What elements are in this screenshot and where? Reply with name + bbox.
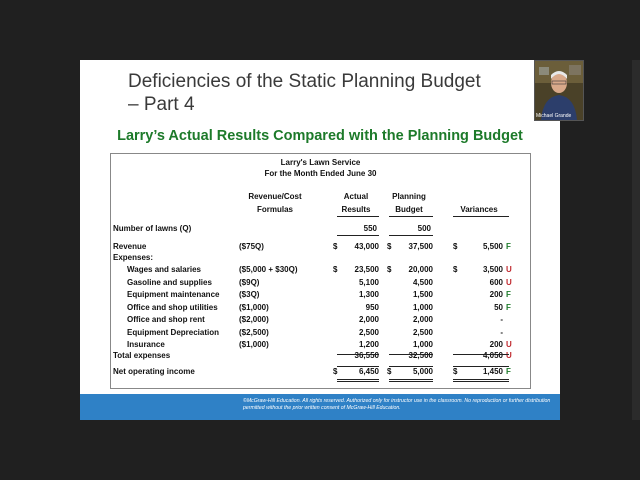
row-planning: 2,000	[412, 315, 433, 324]
row-formula: ($75Q)	[239, 242, 264, 251]
row-actual: 43,000	[354, 242, 379, 251]
row-formula: ($1,000)	[239, 340, 269, 349]
row-planning: 2,500	[412, 328, 433, 337]
noi-double-rule-actual	[337, 379, 379, 382]
total-rule-variances	[453, 354, 509, 355]
row-actual: 5,100	[358, 278, 379, 287]
row-variance: 5,500	[482, 242, 503, 251]
row-variance-flag: U	[506, 351, 512, 360]
lawns-label: Number of lawns (Q)	[113, 224, 192, 233]
row-actual-sign: $	[333, 242, 338, 251]
header-formula-2: Formulas	[256, 205, 293, 214]
row-planning-sign: $	[387, 265, 392, 274]
row-actual: 2,000	[358, 315, 379, 324]
row-variance-flag: F	[506, 242, 511, 251]
row-actual: 36,550	[354, 351, 379, 360]
slide-title	[128, 70, 528, 116]
row-formula: ($3Q)	[239, 290, 260, 299]
presentation-slide	[80, 60, 560, 420]
row-formula: ($9Q)	[239, 278, 260, 287]
header-variances: Variances	[460, 205, 498, 214]
row-actual-sign: $	[333, 265, 338, 274]
row-label: Net operating income	[113, 367, 195, 376]
lawns-planning: 500	[417, 224, 431, 233]
lawns-actual: 550	[363, 224, 377, 233]
header-planning-2: Budget	[395, 205, 423, 214]
header-rule-variances	[453, 216, 509, 217]
row-variance-sign: $	[453, 367, 458, 376]
budget-table	[110, 153, 531, 389]
header-formula-1: Revenue/Cost	[248, 192, 302, 201]
row-actual: 950	[365, 303, 379, 312]
row-planning: 32,500	[408, 351, 433, 360]
row-planning-sign: $	[387, 242, 392, 251]
participant-photo	[535, 61, 583, 120]
row-label: Insurance	[127, 340, 165, 349]
row-planning: 4,500	[412, 278, 433, 287]
noi-rule-planning	[389, 366, 433, 367]
header-actual-2: Results	[341, 205, 371, 214]
row-planning: 20,000	[408, 265, 433, 274]
company-name: Larry's Lawn Service	[280, 158, 361, 167]
row-variance-flag: U	[506, 278, 512, 287]
slide-subtitle: Larry’s Actual Results Compared with the Planning Budget	[117, 128, 523, 144]
slide-title-line-1: Deficiencies of the Static Planning Budget	[128, 71, 481, 92]
row-planning: 1,500	[412, 290, 433, 299]
row-label: Gasoline and supplies	[127, 278, 212, 287]
slide-footer	[80, 394, 560, 420]
row-planning: 5,000	[412, 367, 433, 376]
copyright-text: ©McGraw-Hill Education. All rights reserved. Authorized only for instructor use in the classroom. No reproduction or further distribution permitted without the prior written consent of McGraw-Hill Education.	[243, 398, 551, 411]
row-variance-sign: $	[453, 242, 458, 251]
row-planning: 1,000	[412, 303, 433, 312]
row-actual: 6,450	[358, 367, 379, 376]
header-planning-1: Planning	[392, 192, 426, 201]
row-label: Expenses:	[113, 253, 154, 262]
row-label: Equipment maintenance	[127, 290, 220, 299]
row-formula: ($1,000)	[239, 303, 269, 312]
row-formula: ($2,000)	[239, 315, 269, 324]
row-variance: 200	[489, 290, 503, 299]
lawns-rule-planning	[389, 235, 433, 236]
row-variance-flag: U	[506, 265, 512, 274]
row-variance-flag: F	[506, 367, 511, 376]
row-variance-sign: $	[453, 265, 458, 274]
row-formula: ($2,500)	[239, 328, 269, 337]
row-actual: 23,500	[354, 265, 379, 274]
row-actual: 1,300	[358, 290, 379, 299]
row-formula: ($5,000 + $30Q)	[239, 265, 298, 274]
row-variance: 3,500	[482, 265, 503, 274]
row-label: Office and shop utilities	[127, 303, 218, 312]
row-planning: 1,000	[412, 340, 433, 349]
slide-title-line-2: – Part 4	[128, 94, 195, 115]
row-planning: 37,500	[408, 242, 433, 251]
row-actual: 1,200	[358, 340, 379, 349]
participant-video[interactable]	[534, 60, 584, 121]
row-variance: 200	[489, 340, 503, 349]
row-variance: 4,050	[482, 351, 503, 360]
row-label: Total expenses	[113, 351, 171, 360]
header-actual-1: Actual	[343, 192, 369, 201]
row-variance: 1,450	[482, 367, 503, 376]
row-variance: -	[500, 328, 503, 337]
row-label: Office and shop rent	[127, 315, 205, 324]
row-actual: 2,500	[358, 328, 379, 337]
noi-rule-variances	[453, 366, 509, 367]
noi-double-rule-planning	[389, 379, 433, 382]
row-actual-sign: $	[333, 367, 338, 376]
lawns-rule-actual	[337, 235, 379, 236]
row-variance-flag: U	[506, 340, 512, 349]
row-planning-sign: $	[387, 367, 392, 376]
noi-rule-actual	[337, 366, 379, 367]
participant-name: Michael Grande	[536, 113, 572, 119]
row-variance: -	[500, 315, 503, 324]
total-rule-actual	[337, 354, 379, 355]
side-panel-edge	[632, 60, 640, 420]
row-label: Equipment Depreciation	[127, 328, 220, 337]
row-variance: 600	[489, 278, 503, 287]
row-variance-flag: F	[506, 303, 511, 312]
noi-double-rule-variances	[453, 379, 509, 382]
row-label: Revenue	[113, 242, 147, 251]
header-rule-actual	[337, 216, 379, 217]
report-period: For the Month Ended June 30	[264, 169, 377, 178]
row-variance: 50	[494, 303, 503, 312]
row-label: Wages and salaries	[127, 265, 201, 274]
row-variance-flag: F	[506, 290, 511, 299]
total-rule-planning	[389, 354, 433, 355]
header-rule-planning	[389, 216, 433, 217]
